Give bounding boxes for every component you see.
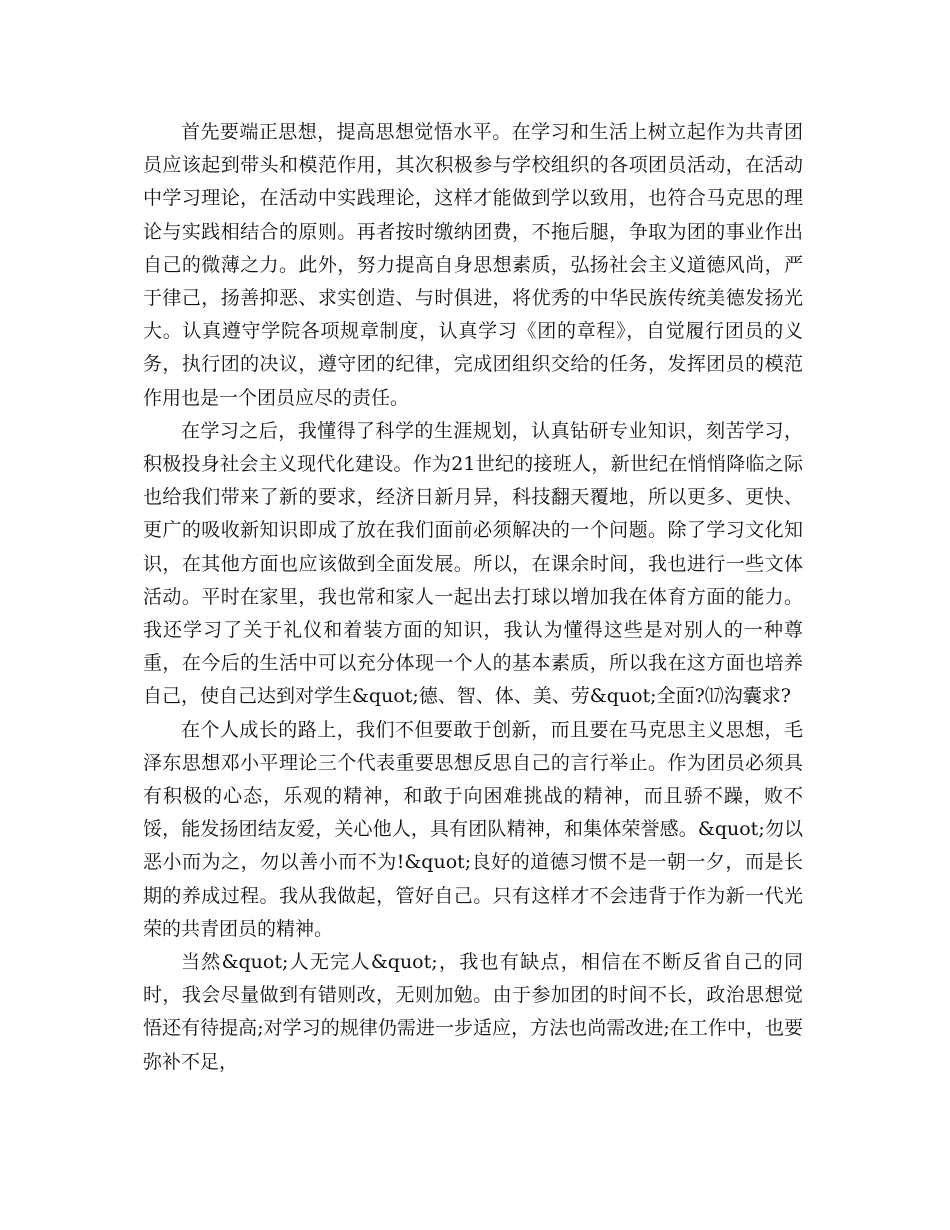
paragraph-3: 在个人成长的路上，我们不但要敢于创新，而且要在马克思主义思想，毛泽东思想邓小平理论三个代表重要思想反思自己的言行举止。作为团员必须具有积极的心态，乐观的精神，和敢于向困难挑战的精神，而且骄不躁，败不馁，能发扬团结友爱，关心他人，具有团队精神，和集体荣誉感。&quot;勿以恶小而为之，勿以善小而不为!&quot;良好的道德习惯不是一朝一夕，而是长期的养成过程。我从我做起，管好自己。只有这样才不会违背于作为新一代光荣的共青团员的精神。 (143, 718, 803, 940)
paragraph-4: 当然&quot;人无完人&quot;，我也有缺点，相信在不断反省自己的同时，我会尽量做到有错则改，无则加勉。由于参加团的时间不长，政治思想觉悟还有待提高;对学习的规律仍需进一步适应，方法也尚需改进;在工作中，也要弥补不足， (143, 951, 803, 1073)
document-body (143, 116, 803, 1079)
paragraph-1: 首先要端正思想，提高思想觉悟水平。在学习和生活上树立起作为共青团员应该起到带头和模范作用，其次积极参与学校组织的各项团员活动，在活动中学习理论，在活动中实践理论，这样才能做到学以致用，也符合马克思的理论与实践相结合的原则。再者按时缴纳团费，不拖后腿，争取为团的事业作出自己的微薄之力。此外，努力提高自身思想素质，弘扬社会主义道德风尚，严于律己，扬善抑恶、求实创造、与时俱进，将优秀的中华民族传统美德发扬光大。认真遵守学院各项规章制度，认真学习《团的章程》，自觉履行团员的义务，执行团的决议，遵守团的纪律，完成团组织交给的任务，发挥团员的模范作用也是一个团员应尽的责任。 (143, 121, 803, 409)
paragraph-2: 在学习之后，我懂得了科学的生涯规划，认真钻研专业知识，刻苦学习，积极投身社会主义现代化建设。作为21世纪的接班人，新世纪在悄悄降临之际也给我们带来了新的要求，经济日新月异，科技翻天覆地，所以更多、更快、更广的吸收新知识即成了放在我们面前必须解决的一个问题。除了学习文化知识，在其他方面也应该做到全面发展。所以，在课余时间，我也进行一些文体活动。平时在家里，我也常和家人一起出去打球以增加我在体育方面的能力。我还学习了关于礼仪和着装方面的知识，我认为懂得这些是对别人的一种尊重，在今后的生活中可以充分体现一个人的基本素质，所以我在这方面也培养自己，使自己达到对学生&quot;德、智、体、美、劳&quot;全面?⒄沟囊求? (143, 419, 803, 708)
